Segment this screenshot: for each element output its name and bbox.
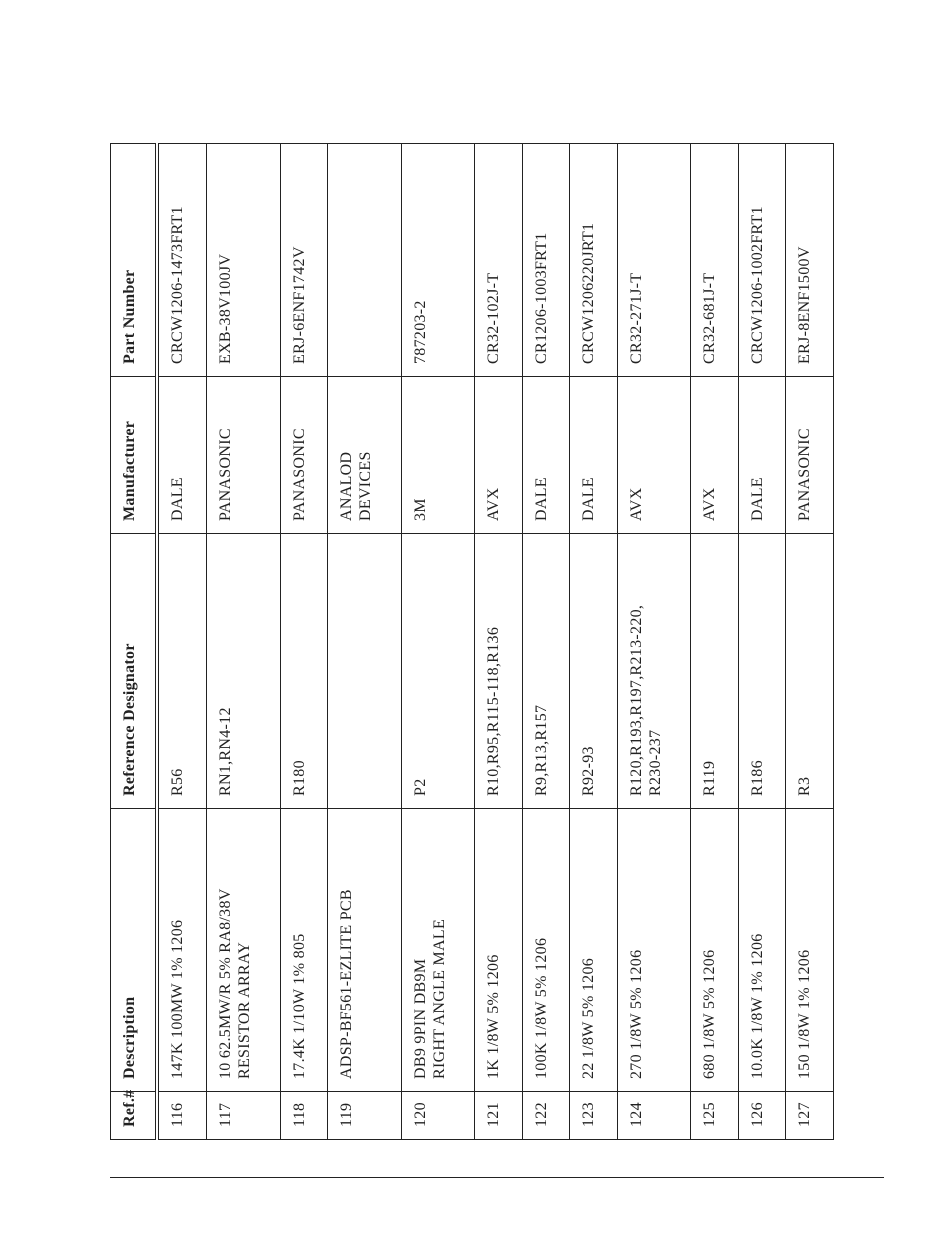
description-cell	[207, 809, 280, 1092]
reference-designator-cell	[474, 534, 522, 809]
table-row	[328, 144, 401, 1140]
part-number-cell-line: CRCW1206-1473FRT1	[169, 206, 186, 364]
footer-rule	[110, 1177, 884, 1178]
manufacturer-cell	[522, 377, 570, 534]
table-body	[157, 144, 834, 1140]
header-description: Description	[111, 809, 158, 1092]
ref-cell-line: 126	[748, 1102, 766, 1127]
part-number-cell	[691, 144, 739, 377]
ref-cell-line: 119	[338, 1102, 356, 1127]
reference-designator-cell	[786, 534, 834, 809]
description-cell-line: DB9 9PIN DB9M	[411, 958, 429, 1079]
table-row	[401, 144, 474, 1140]
part-number-cell	[157, 144, 207, 377]
part-number-cell-line: CR32-102J-T	[484, 272, 502, 364]
ref-cell	[738, 1092, 786, 1140]
manufacturer-cell	[157, 377, 207, 534]
part-number-cell	[522, 144, 570, 377]
description-cell	[522, 809, 570, 1092]
description-cell	[157, 809, 207, 1092]
description-cell-line: 680 1/8W 5% 1206	[701, 949, 719, 1079]
rotated-table-container	[110, 144, 834, 1140]
description-cell-line: RESISTOR ARRAY	[236, 941, 254, 1079]
header-manufacturer: Manufacturer	[111, 377, 158, 534]
manufacturer-cell-line: DEVICES	[357, 451, 375, 521]
manufacturer-cell-line: ANALOD	[338, 451, 356, 521]
reference-designator-cell-line: R10,R95,R115-118,R136	[484, 626, 502, 796]
manufacturer-cell	[280, 377, 328, 534]
part-number-cell-line: CR32-271J-T	[627, 272, 645, 364]
table-header-row	[111, 144, 158, 1140]
description-cell-line: 22 1/8W 5% 1206	[580, 957, 598, 1079]
description-cell-line: ADSP-BF561-EZLITE PCB	[338, 889, 356, 1079]
description-cell	[280, 809, 328, 1092]
part-number-cell-line: ERJ-8ENF1500V	[796, 246, 814, 364]
part-number-cell-line: ERJ-6ENF1742V	[290, 246, 308, 364]
manufacturer-cell-line: DALE	[748, 477, 766, 521]
manufacturer-cell-line: PANASONIC	[290, 428, 308, 521]
table-row	[522, 144, 570, 1140]
part-number-cell	[738, 144, 786, 377]
reference-designator-cell-line: P2	[411, 778, 429, 796]
reference-designator-cell-line: R230-237	[646, 729, 664, 796]
ref-cell	[570, 1092, 618, 1140]
header-part-number: Part Number	[111, 144, 158, 377]
table-row	[280, 144, 328, 1140]
description-cell	[401, 809, 474, 1092]
table-row	[738, 144, 786, 1140]
table-row	[617, 144, 690, 1140]
description-cell-line: RIGHT ANGLE MALE	[430, 918, 448, 1079]
bill-of-materials-table	[110, 143, 834, 1140]
description-cell-line: 147K 100MW 1% 1206	[169, 919, 186, 1079]
ref-cell	[328, 1092, 401, 1140]
manufacturer-cell-line: PANASONIC	[217, 428, 235, 521]
reference-designator-cell	[280, 534, 328, 809]
reference-designator-cell-line: R120,R193,R197,R213-220,	[627, 604, 645, 796]
manufacturer-cell-line: 3M	[411, 498, 429, 521]
ref-cell	[786, 1092, 834, 1140]
ref-cell-line: 124	[627, 1102, 645, 1127]
ref-cell-line: 121	[484, 1102, 502, 1127]
reference-designator-cell-line: R180	[290, 760, 308, 796]
ref-cell	[474, 1092, 522, 1140]
manufacturer-cell-line: AVX	[627, 487, 645, 521]
description-cell	[328, 809, 401, 1092]
part-number-cell	[280, 144, 328, 377]
table-row	[570, 144, 618, 1140]
ref-cell	[157, 1092, 207, 1140]
manufacturer-cell	[738, 377, 786, 534]
ref-cell-line: 125	[701, 1102, 719, 1127]
table-row	[691, 144, 739, 1140]
part-number-cell	[786, 144, 834, 377]
part-number-cell	[617, 144, 690, 377]
reference-designator-cell	[617, 534, 690, 809]
ref-cell	[401, 1092, 474, 1140]
ref-cell-line: 118	[290, 1102, 308, 1127]
part-number-cell	[474, 144, 522, 377]
manufacturer-cell	[691, 377, 739, 534]
reference-designator-cell-line: R186	[748, 760, 766, 796]
description-cell	[617, 809, 690, 1092]
description-cell	[570, 809, 618, 1092]
description-cell-line: 270 1/8W 5% 1206	[627, 949, 645, 1079]
manufacturer-cell	[207, 377, 280, 534]
manufacturer-cell	[474, 377, 522, 534]
manufacturer-cell-line: AVX	[484, 487, 502, 521]
description-cell-line: 1K 1/8W 5% 1206	[484, 954, 502, 1079]
ref-cell-line: 122	[532, 1102, 550, 1127]
part-number-cell	[328, 144, 401, 377]
table-row	[207, 144, 280, 1140]
part-number-cell-line: CRCW1206220JRT1	[580, 222, 598, 364]
manufacturer-cell-line: AVX	[701, 487, 719, 521]
part-number-cell-line: CR1206-1003FRT1	[532, 232, 550, 364]
manufacturer-cell	[570, 377, 618, 534]
ref-cell	[207, 1092, 280, 1140]
table-row	[157, 144, 207, 1140]
manufacturer-cell	[786, 377, 834, 534]
manufacturer-cell	[401, 377, 474, 534]
reference-designator-cell-line: R92-93	[580, 746, 598, 796]
part-number-cell	[401, 144, 474, 377]
reference-designator-cell	[157, 534, 207, 809]
reference-designator-cell	[738, 534, 786, 809]
description-cell	[786, 809, 834, 1092]
description-cell-line: 17.4K 1/10W 1% 805	[290, 933, 308, 1079]
header-ref-number: Ref.#	[111, 1092, 158, 1140]
description-cell-line: 10 62.5MW/R 5% RA8/38V	[217, 888, 235, 1079]
ref-cell-line: 116	[169, 1102, 186, 1127]
reference-designator-cell-line: R56	[169, 768, 186, 796]
description-cell	[474, 809, 522, 1092]
table-row	[474, 144, 522, 1140]
manufacturer-cell	[328, 377, 401, 534]
part-number-cell-line: CR32-681J-T	[701, 272, 719, 364]
reference-designator-cell	[328, 534, 401, 809]
description-cell	[691, 809, 739, 1092]
manufacturer-cell	[617, 377, 690, 534]
part-number-cell-line: 787203-2	[411, 300, 429, 364]
table-row	[786, 144, 834, 1140]
reference-designator-cell	[691, 534, 739, 809]
reference-designator-cell-line: RN1,RN4-12	[217, 707, 235, 796]
ref-cell-line: 120	[411, 1102, 429, 1127]
manufacturer-cell-line: DALE	[169, 477, 186, 521]
description-cell-line: 10.0K 1/8W 1% 1206	[748, 933, 766, 1079]
ref-cell	[617, 1092, 690, 1140]
manufacturer-cell-line: DALE	[580, 477, 598, 521]
description-cell-line: 150 1/8W 1% 1206	[796, 949, 814, 1079]
reference-designator-cell-line: R3	[796, 776, 814, 796]
part-number-cell	[570, 144, 618, 377]
reference-designator-cell	[570, 534, 618, 809]
reference-designator-cell	[522, 534, 570, 809]
ref-cell-line: 117	[217, 1102, 235, 1127]
ref-cell	[280, 1092, 328, 1140]
reference-designator-cell-line: R119	[701, 760, 719, 796]
part-number-cell	[207, 144, 280, 377]
part-number-cell-line: EXB-38V100JV	[217, 253, 235, 364]
ref-cell	[522, 1092, 570, 1140]
manufacturer-cell-line: PANASONIC	[796, 428, 814, 521]
manufacturer-cell-line: DALE	[532, 477, 550, 521]
reference-designator-cell-line: R9,R13,R157	[532, 704, 550, 796]
part-number-cell-line: CRCW1206-1002FRT1	[748, 206, 766, 364]
ref-cell-line: 127	[796, 1102, 814, 1127]
reference-designator-cell	[207, 534, 280, 809]
description-cell-line: 100K 1/8W 5% 1206	[532, 937, 550, 1079]
ref-cell-line: 123	[580, 1102, 598, 1127]
header-reference-designator: Reference Designator	[111, 534, 158, 809]
ref-cell	[691, 1092, 739, 1140]
reference-designator-cell	[401, 534, 474, 809]
description-cell	[738, 809, 786, 1092]
